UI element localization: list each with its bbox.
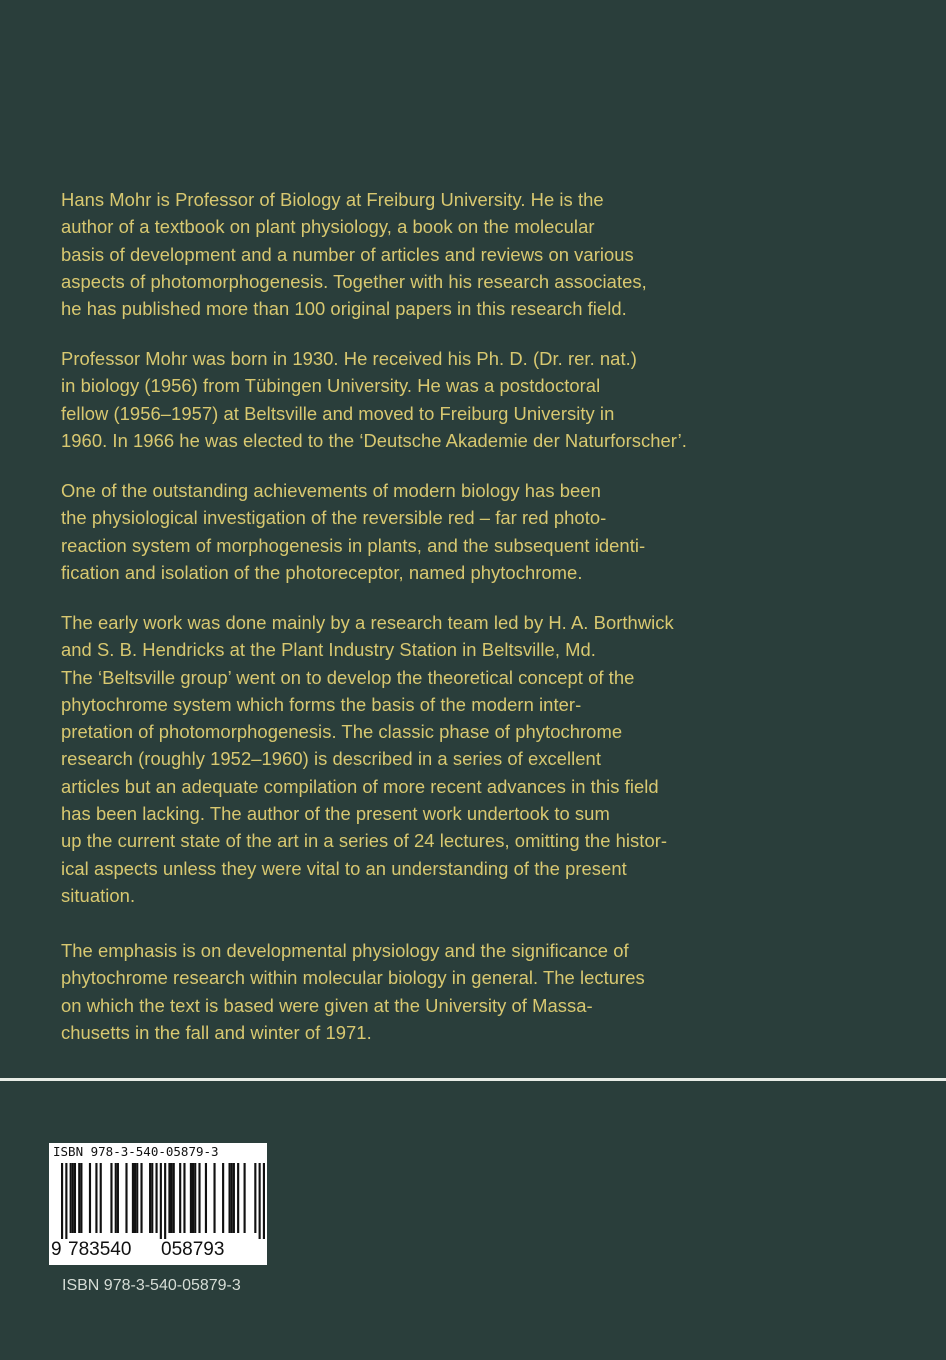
barcode-bar bbox=[228, 1163, 230, 1233]
barcode-bar bbox=[65, 1163, 67, 1239]
text-line: fication and isolation of the photoreceptor, named phytochrome. bbox=[61, 561, 583, 583]
barcode-bar bbox=[244, 1163, 246, 1233]
barcode-bar bbox=[259, 1163, 261, 1239]
text-line: author of a textbook on plant physiology, a book on the molecular bbox=[61, 216, 595, 238]
barcode-bar bbox=[160, 1163, 162, 1239]
barcode-bar bbox=[183, 1163, 185, 1233]
text-line: pretation of photomorphogenesis. The classic phase of phytochrome bbox=[61, 721, 623, 743]
barcode-bar bbox=[233, 1163, 235, 1233]
text-line: has been lacking. The author of the present work undertook to sum bbox=[61, 803, 610, 825]
text-line: Hans Mohr is Professor of Biology at Freiburg University. He is the bbox=[61, 189, 604, 210]
barcode-bar bbox=[100, 1163, 102, 1233]
text-line: The emphasis is on developmental physiology and the significance of bbox=[61, 940, 629, 961]
barcode-bar bbox=[194, 1163, 196, 1233]
text-line: The early work was done mainly by a research team led by H. A. Borthwick bbox=[61, 612, 674, 633]
barcode-bar bbox=[117, 1163, 119, 1233]
text-line: fellow (1956–1957) at Beltsville and moved to Freiburg University in bbox=[61, 402, 615, 424]
barcode-bar bbox=[72, 1163, 74, 1233]
barcode-bar bbox=[136, 1163, 138, 1233]
text-line: chusetts in the fall and winter of 1971. bbox=[61, 1021, 372, 1043]
text-line: ical aspects unless they were vital to an understanding of the present bbox=[61, 857, 627, 879]
text-line: situation. bbox=[61, 884, 136, 906]
barcode-bar bbox=[155, 1163, 157, 1233]
isbn-text: ISBN 978-3-540-05879-3 bbox=[62, 1277, 241, 1294]
barcode-bar bbox=[168, 1163, 170, 1233]
barcode-bar bbox=[115, 1163, 117, 1233]
barcode-bar bbox=[78, 1163, 80, 1233]
text-line: phytochrome system which forms the basis of the modern inter- bbox=[61, 693, 582, 715]
author-bio-paragraph bbox=[61, 186, 761, 322]
barcode-bar bbox=[95, 1163, 97, 1233]
text-line: on which the text is based were given at the University of Massa- bbox=[61, 994, 593, 1016]
barcode-digits-right: 058793 bbox=[161, 1239, 225, 1260]
barcode-bar bbox=[237, 1163, 239, 1233]
text-line: Professor Mohr was born in 1930. He received his Ph. D. (Dr. rer. nat.) bbox=[61, 348, 637, 369]
barcode-bar bbox=[173, 1163, 175, 1233]
barcode-bar bbox=[171, 1163, 173, 1233]
intro-paragraph bbox=[61, 477, 761, 586]
text-line: he has published more than 100 original papers in this research field. bbox=[61, 298, 627, 320]
text-line: and S. B. Hendricks at the Plant Industry Station in Beltsville, Md. bbox=[61, 639, 596, 661]
text-line: research (roughly 1952–1960) is described in a series of excellent bbox=[61, 748, 601, 770]
barcode-bar bbox=[151, 1163, 153, 1233]
barcode-bar bbox=[61, 1163, 63, 1239]
text-line: articles but an adequate compilation of more recent advances in this field bbox=[61, 775, 659, 797]
barcode-bar bbox=[254, 1163, 256, 1233]
barcode-bar bbox=[205, 1163, 207, 1233]
horizontal-divider bbox=[0, 1078, 946, 1081]
barcode-bar bbox=[231, 1163, 233, 1233]
barcode-bar bbox=[89, 1163, 91, 1233]
emphasis-paragraph bbox=[61, 937, 761, 1046]
barcode-digits bbox=[49, 1239, 267, 1263]
barcode-bar bbox=[149, 1163, 151, 1233]
barcode-digits-left: 783540 bbox=[68, 1239, 132, 1260]
text-line: 1960. In 1966 he was elected to the ‘Deutsche Akademie der Naturforscher’. bbox=[61, 429, 687, 451]
barcode-bar bbox=[140, 1163, 142, 1233]
barcode-bar bbox=[190, 1163, 192, 1233]
barcode-bar bbox=[198, 1163, 200, 1233]
barcode bbox=[49, 1143, 267, 1265]
barcode-bar bbox=[125, 1163, 127, 1233]
text-line: aspects of photomorphogenesis. Together with his research associates, bbox=[61, 270, 647, 292]
history-paragraph bbox=[61, 609, 761, 909]
text-line: the physiological investigation of the reversible red – far red photo- bbox=[61, 507, 607, 529]
barcode-bar bbox=[222, 1163, 224, 1233]
barcode-bar bbox=[179, 1163, 181, 1233]
barcode-bar bbox=[132, 1163, 134, 1233]
barcode-isbn-label: ISBN 978-3-540-05879-3 bbox=[53, 1144, 219, 1159]
barcode-digit-first: 9 bbox=[51, 1239, 62, 1260]
barcode-bar bbox=[213, 1163, 215, 1233]
barcode-bar bbox=[110, 1163, 112, 1233]
text-line: up the current state of the art in a series of 24 lectures, omitting the histor- bbox=[61, 830, 668, 852]
barcode-bar bbox=[70, 1163, 72, 1233]
barcode-bar bbox=[80, 1163, 82, 1233]
text-line: The ‘Beltsville group’ went on to develop the theoretical concept of the bbox=[61, 666, 635, 688]
barcode-bar bbox=[192, 1163, 194, 1233]
barcode-bar bbox=[74, 1163, 76, 1233]
author-career-paragraph bbox=[61, 345, 761, 454]
barcode-bars bbox=[61, 1163, 265, 1239]
text-line: basis of development and a number of articles and reviews on various bbox=[61, 243, 634, 265]
text-line: phytochrome research within molecular biology in general. The lectures bbox=[61, 967, 645, 989]
text-line: in biology (1956) from Tübingen University. He was a postdoctoral bbox=[61, 375, 601, 397]
text-line: reaction system of morphogenesis in plants, and the subsequent identi- bbox=[61, 534, 646, 556]
text-line: One of the outstanding achievements of modern biology has been bbox=[61, 480, 601, 501]
barcode-bar bbox=[134, 1163, 136, 1233]
barcode-bar bbox=[164, 1163, 166, 1239]
barcode-bar bbox=[263, 1163, 265, 1239]
